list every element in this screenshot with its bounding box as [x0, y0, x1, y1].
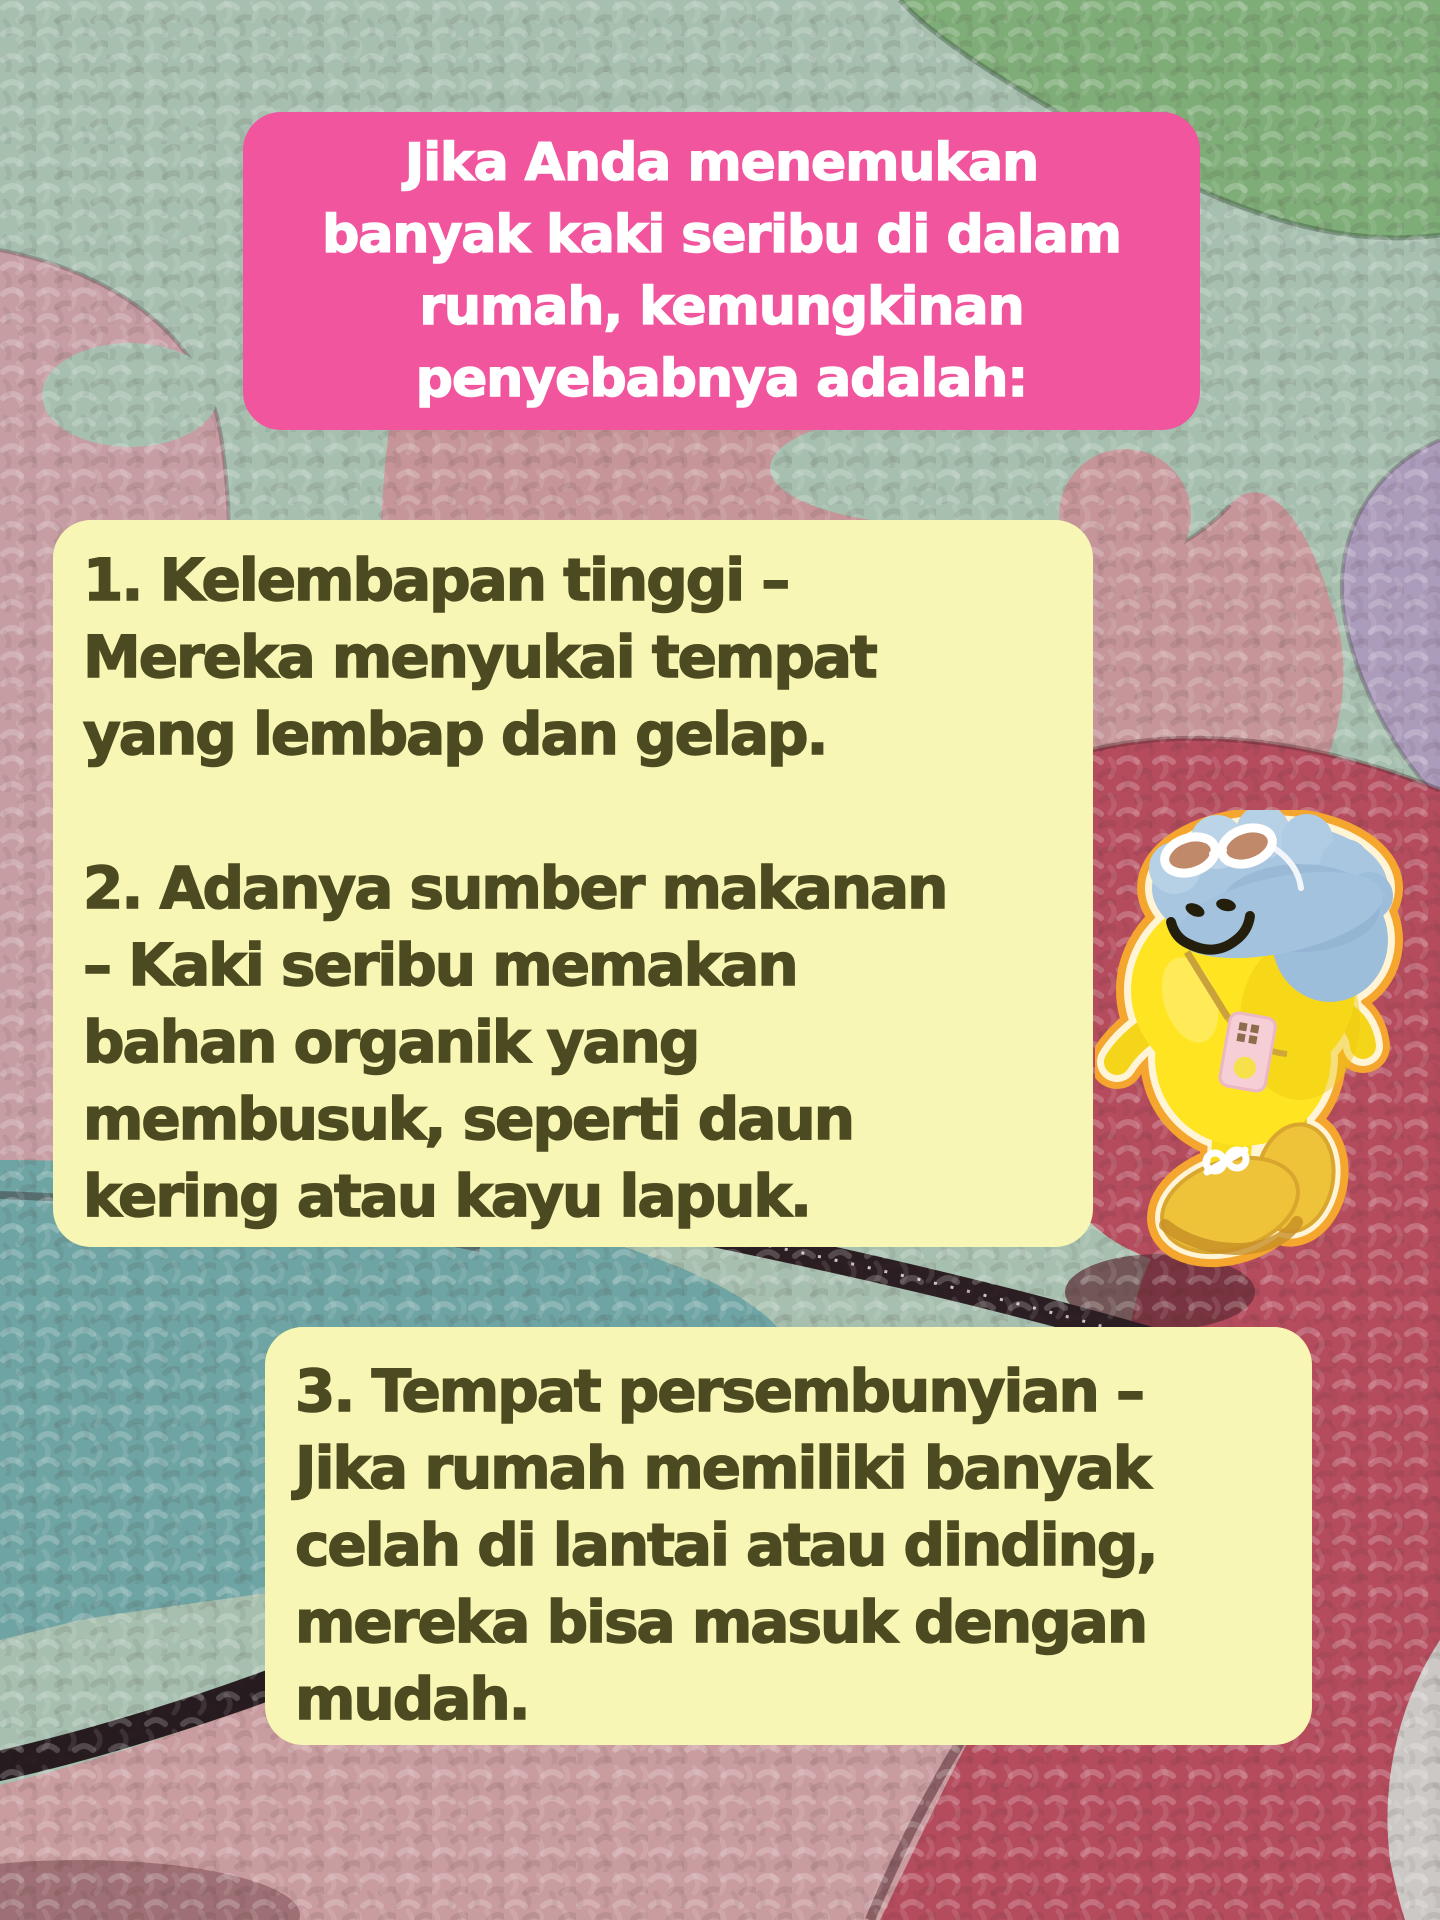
reason-line: Jika rumah memiliki banyak: [295, 1434, 1150, 1502]
reason-line: celah di lantai atau dinding,: [295, 1511, 1157, 1579]
reason-line: membusuk, seperti daun: [83, 1085, 853, 1153]
smiley-mascot-sticker: [1095, 810, 1440, 1300]
title-line: banyak kaki seribu di dalam: [322, 205, 1121, 265]
reason-line: Mereka menyukai tempat: [83, 623, 876, 691]
reason-line: bahan organik yang: [83, 1008, 699, 1076]
reason-line: mereka bisa masuk dengan: [295, 1588, 1147, 1656]
reason-line-spacer: [83, 773, 1083, 850]
reason-line: mudah.: [295, 1665, 529, 1733]
reason-line: – Kaki seribu memakan: [83, 931, 797, 999]
reason-line: kering atau kayu lapuk.: [83, 1162, 810, 1230]
reason-line: 3. Tempat persembunyian –: [295, 1357, 1143, 1425]
reasons-card-1: [53, 520, 1093, 1247]
reason-line: 2. Adanya sumber makanan: [83, 854, 947, 922]
title-line: rumah, kemungkinan: [419, 277, 1024, 337]
title-line: Jika Anda menemukan: [404, 133, 1039, 193]
reason-line: yang lembap dan gelap.: [83, 700, 827, 768]
reason-line: 1. Kelembapan tinggi –: [83, 546, 789, 614]
title-card: [243, 112, 1200, 430]
reasons-card-2: [265, 1327, 1312, 1745]
title-line: penyebabnya adalah:: [415, 349, 1028, 409]
